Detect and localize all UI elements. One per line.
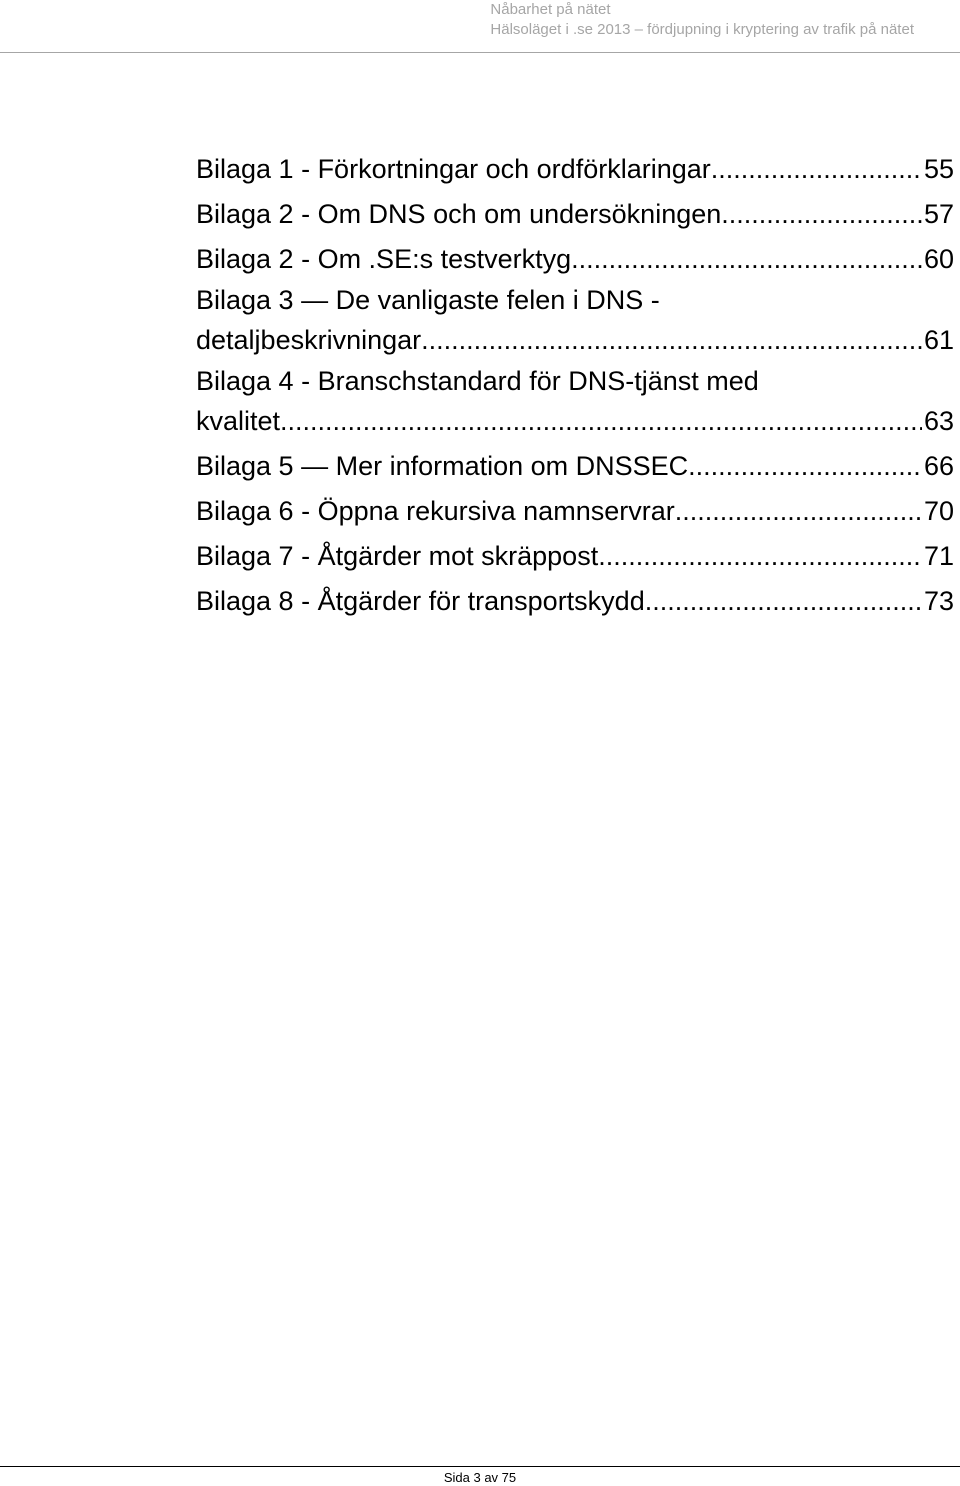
toc-entry-page: 71 [923,541,954,571]
toc-entry-page: 66 [923,451,954,481]
toc-entry-title: Bilaga 6 - Öppna rekursiva namnservrar [196,496,675,526]
toc-leader-dots [421,318,922,363]
toc-entry-title-line2: detaljbeskrivningar [196,325,422,355]
toc-entry-title-line1: Bilaga 3 — De vanligaste felen i DNS - [196,285,660,315]
toc-leader-dots [688,444,922,489]
toc-entry-page: 57 [923,199,954,229]
toc-entry-title: Bilaga 1 - Förkortningar och ordförklaringar [196,154,711,184]
toc-leader-dots [645,579,922,624]
toc-entry-title: Bilaga 5 — Mer information om DNSSEC [196,451,689,481]
toc-entry-bilaga-6[interactable] [196,489,954,534]
toc-entry-bilaga-4[interactable] [196,363,954,444]
toc-entry-title-line1: Bilaga 4 - Branschstandard för DNS-tjänst med [196,366,759,396]
toc-leader-dots [598,534,922,579]
toc-entry-bilaga-7[interactable] [196,534,954,579]
toc-entry-bilaga-8[interactable] [196,579,954,624]
running-header [490,0,914,40]
toc-entry-bilaga-2-testverktyg[interactable] [196,237,954,282]
footer-divider [0,1466,960,1467]
toc-entry-bilaga-3[interactable] [196,282,954,363]
toc-entry-page: 55 [923,154,954,184]
toc-entry-page: 73 [923,586,954,616]
toc-entry-page: 63 [923,406,954,436]
toc-entry-bilaga-1[interactable] [196,147,954,192]
toc-entry-bilaga-2-dns[interactable] [196,192,954,237]
toc-entry-page: 60 [923,244,954,274]
toc-entry-title: Bilaga 2 - Om DNS och om undersökningen [196,199,722,229]
header-subtitle: Hälsoläget i .se 2013 – fördjupning i kryptering av trafik på nätet [490,21,914,38]
page-number: Sida 3 av 75 [443,1470,517,1485]
table-of-contents [196,147,954,624]
toc-leader-dots [711,147,922,192]
toc-leader-dots [571,237,922,282]
toc-entry-title: Bilaga 8 - Åtgärder för transportskydd [196,586,645,616]
toc-entry-title: Bilaga 2 - Om .SE:s testverktyg [196,244,572,274]
toc-leader-dots [721,192,922,237]
toc-entry-title: Bilaga 7 - Åtgärder mot skräppost [196,541,599,571]
header-title: Nåbarhet på nätet [490,1,611,18]
toc-entry-bilaga-5[interactable] [196,444,954,489]
toc-entry-page: 61 [923,325,954,355]
toc-entry-page: 70 [923,496,954,526]
header-divider [0,52,960,53]
toc-leader-dots [675,489,922,534]
toc-entry-title-line2: kvalitet [196,406,281,436]
toc-leader-dots [280,399,922,444]
